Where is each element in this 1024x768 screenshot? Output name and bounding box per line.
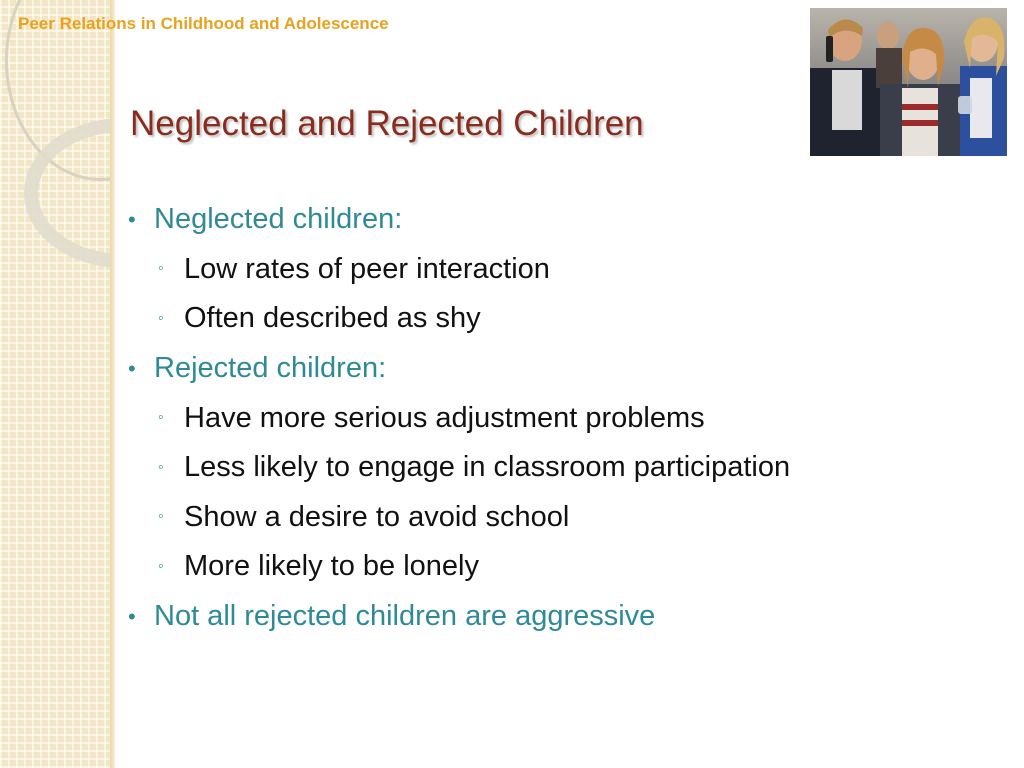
- sub-bullet-item: [128, 294, 1008, 344]
- bullet-item: [128, 344, 1008, 394]
- sub-bullet-item: [128, 245, 1008, 295]
- slide-title: Neglected and Rejected Children: [130, 104, 644, 143]
- course-header: Peer Relations in Childhood and Adolescence: [18, 14, 389, 33]
- group-of-teenagers-photo: [810, 8, 1007, 156]
- sub-bullet-text: Have more serious adjustment problems: [184, 401, 705, 434]
- sub-bullet-text: Show a desire to avoid school: [184, 500, 570, 533]
- hollow-circle-bullet-icon: ◦: [158, 508, 164, 526]
- sub-bullet-item: [128, 393, 1008, 443]
- filled-bullet-icon: •: [128, 206, 136, 232]
- hollow-circle-bullet-icon: ◦: [158, 309, 164, 327]
- sub-bullet-item: [128, 542, 1008, 592]
- sub-bullet-text: More likely to be lonely: [184, 550, 479, 583]
- hollow-circle-bullet-icon: ◦: [158, 458, 164, 476]
- bullet-item: [128, 592, 1008, 642]
- sub-bullet-item: [128, 493, 1008, 543]
- filled-bullet-icon: •: [128, 603, 136, 629]
- hollow-circle-bullet-icon: ◦: [158, 260, 164, 278]
- bullet-text: Neglected children:: [154, 203, 403, 236]
- sub-bullet-text: Often described as shy: [184, 302, 481, 335]
- bullet-text: Rejected children:: [154, 352, 387, 385]
- side-panel-edge: [110, 0, 115, 768]
- sub-bullet-text: Low rates of peer interaction: [184, 252, 550, 285]
- bullet-list: [128, 195, 1008, 641]
- hollow-circle-bullet-icon: ◦: [158, 409, 164, 427]
- bullet-text: Not all rejected children are aggressive: [154, 600, 656, 633]
- bullet-item: [128, 195, 1008, 245]
- sub-bullet-text: Less likely to engage in classroom participation: [184, 451, 791, 484]
- filled-bullet-icon: •: [128, 355, 136, 381]
- decorative-side-panel: [0, 0, 114, 768]
- sub-bullet-item: [128, 443, 1008, 493]
- hollow-circle-bullet-icon: ◦: [158, 557, 164, 575]
